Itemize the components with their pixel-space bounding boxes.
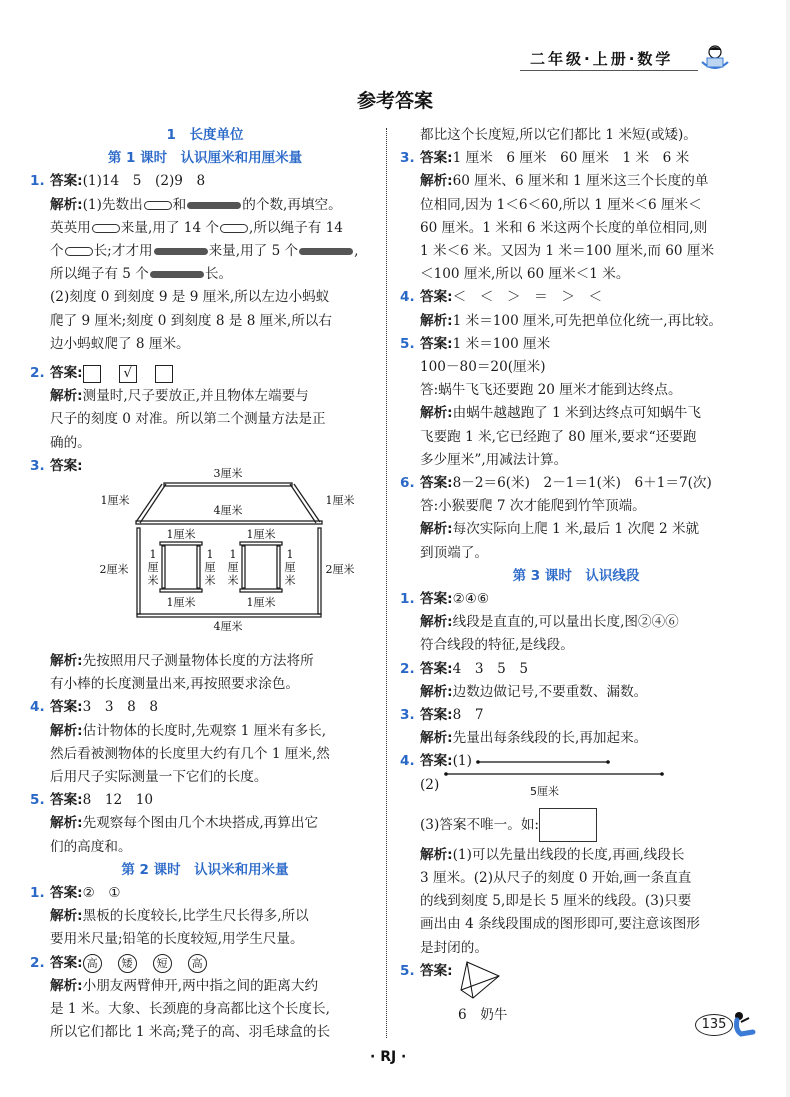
analysis-text: 符合线段的特征,是线段。 — [420, 637, 574, 654]
left-column — [30, 124, 380, 1045]
label-window-bottom: 1厘米 — [246, 596, 276, 610]
label-window-side: 米 — [284, 574, 296, 588]
analysis-text: 所以它们都比 1 米高;凳子的高、羽毛球盒的长 — [50, 1024, 331, 1041]
analysis-text: 黑板的长度较长,比学生尺长得多,所以 — [82, 908, 309, 925]
question-5 — [400, 333, 752, 472]
page-edge — [786, 0, 790, 1097]
analysis-text: 先观察每个图由几个木块搭成,再算出它 — [82, 815, 319, 832]
analysis-text: 的个数,再填空。 — [242, 196, 342, 213]
reading-child-icon — [698, 44, 732, 74]
answer-part: (1) — [452, 753, 472, 770]
answer-label: 答案: — [420, 335, 453, 352]
segment-5cm-figure — [420, 774, 752, 800]
answer-label: 答案: — [420, 591, 453, 608]
analysis-text: 由蜗牛越越跑了 1 米到达终点可知蜗牛飞 — [452, 405, 702, 422]
question-2 — [30, 362, 380, 455]
answer-label: 答案: — [50, 699, 83, 716]
label-window-side: 厘 — [204, 561, 216, 575]
analysis-text: 们的高度和。 — [50, 838, 132, 855]
analysis-text: (1)先数出 — [82, 196, 143, 213]
quadrilateral-diagonals-figure — [457, 960, 507, 1004]
analysis-text: 画出由 4 条线段围成的图形即可,要注意该图形 — [420, 916, 700, 933]
answer-label: 答案: — [50, 457, 83, 474]
analysis-label: 解析: — [50, 388, 83, 405]
analysis-text: 边小蚂蚁爬了 8 厘米。 — [50, 335, 190, 352]
answer-text: 8－2＝6(米) 2－1＝1(米) 6＋1＝7(次) — [452, 475, 712, 492]
lesson3-question-4 — [400, 750, 752, 959]
paperclip-icon — [144, 201, 172, 210]
question-number: 5. — [30, 792, 45, 809]
lesson2-question-1 — [30, 882, 380, 952]
question-number: 5. — [400, 962, 415, 979]
analysis-text: 英英用 — [50, 219, 91, 236]
answer-label: 答案: — [420, 660, 453, 677]
label-window-top: 1厘米 — [246, 528, 276, 542]
question-number: 3. — [30, 457, 45, 474]
analysis-label: 解析: — [50, 722, 83, 739]
label-roof-left: 1厘米 — [100, 494, 130, 508]
straw-icon — [150, 271, 204, 278]
label-window-side: 厘 — [284, 561, 296, 575]
lesson-title: 第 3 课时 认识线段 — [512, 567, 640, 584]
answer-text: 8 7 — [452, 707, 484, 724]
straw-icon — [299, 248, 353, 255]
analysis-text: 个 — [50, 243, 64, 260]
running-child-icon — [727, 1010, 759, 1042]
answer-part: (3)答案不唯一。如: — [420, 816, 539, 833]
header-rule — [520, 70, 698, 71]
label-base: 4厘米 — [213, 620, 243, 634]
analysis-label: 解析: — [420, 405, 453, 422]
right-column — [400, 124, 752, 1027]
question-4 — [400, 286, 752, 332]
analysis-text: 1 米＜6 米。又因为 1 米＝100 厘米,而 60 厘米 — [420, 243, 715, 260]
answer-label: 答案: — [420, 150, 453, 167]
question-number: 3. — [400, 707, 415, 724]
question-6 — [400, 472, 752, 565]
analysis-text: 长。 — [204, 266, 233, 283]
analysis-text: 测量时,尺子要放正,并且物体左端要与 — [82, 388, 309, 405]
circled-answer: 高 — [83, 954, 102, 973]
analysis-text: 后用尺子实际测量一下它们的长度。 — [50, 769, 268, 786]
lesson-title: 第 2 课时 认识米和用米量 — [121, 861, 289, 878]
question-5 — [30, 789, 380, 859]
answer-text: (1)14 5 (2)9 8 — [82, 173, 206, 190]
label-window-side: 1 — [149, 548, 157, 562]
analysis-text: 和 — [172, 196, 187, 213]
question-number: 2. — [30, 954, 45, 971]
analysis-text: , — [354, 243, 359, 260]
question-number: 1. — [400, 591, 415, 608]
question-number: 3. — [400, 150, 415, 167]
analysis-text: 来量,用了 14 个 — [120, 219, 220, 236]
label-window-side: 米 — [227, 574, 239, 588]
house-stick-diagram — [90, 467, 380, 650]
analysis-text: 爬了 9 厘米;刻度 0 到刻度 8 是 8 厘米,所以右 — [50, 312, 332, 329]
question-number: 5. — [400, 335, 415, 352]
lesson3-question-3 — [400, 704, 752, 750]
example-rectangle — [539, 808, 597, 842]
question-4 — [30, 696, 380, 789]
segment-length-label: 5厘米 — [530, 784, 559, 798]
analysis-text: 先按照用尺子测量物体长度的方法将所 — [82, 653, 314, 670]
question-number: 2. — [30, 365, 45, 382]
label-window-bottom: 1厘米 — [166, 596, 196, 610]
circled-answer: 短 — [153, 954, 172, 973]
label-window-top: 1厘米 — [166, 528, 196, 542]
page-title: 参考答案 — [356, 90, 433, 112]
analysis-text: 然后看被测物体的长度里大约有几个 1 厘米,然 — [50, 745, 330, 762]
analysis-label: 解析: — [420, 521, 453, 538]
analysis-text: 先量出每条线段的长,再加起来。 — [452, 730, 648, 747]
answer-label: 答案: — [420, 753, 453, 770]
analysis-text: 每次实际向上爬 1 米,最后 1 次爬 2 米就 — [452, 521, 700, 538]
paperclip-icon — [220, 224, 248, 233]
label-roof-right: 1厘米 — [325, 494, 355, 508]
analysis-label: 解析: — [50, 815, 83, 832]
analysis-text: 边数边做记号,不要重数、漏数。 — [452, 683, 648, 700]
analysis-text: ,所以绳子有 14 — [249, 219, 343, 236]
question-number: 1. — [30, 885, 45, 902]
question-3 — [30, 455, 380, 697]
answer-label: 答案: — [50, 792, 83, 809]
question-1 — [30, 170, 380, 356]
analysis-text: 估计物体的长度时,先观察 1 厘米有多长, — [82, 722, 327, 739]
analysis-text: 是封闭的。 — [420, 939, 488, 956]
answer-text: ＜ ＜ ＞ ＝ ＞ ＜ — [452, 289, 603, 306]
analysis-text: (1)可以先量出线段的长度,再画,线段长 — [452, 846, 685, 863]
analysis-text: 是 1 米。大象、长颈鹿的身高都比这个长度长, — [50, 1001, 330, 1018]
label-window-side: 厘 — [227, 561, 239, 575]
question-number: 6. — [400, 475, 415, 492]
running-title: 二年级·上册·数学 — [530, 50, 674, 68]
lesson3-question-2 — [400, 658, 752, 704]
running-header — [520, 44, 730, 72]
question-number: 4. — [400, 753, 415, 770]
label-roof-top: 3厘米 — [213, 467, 243, 481]
answer-text: ② ① — [82, 885, 121, 902]
question-3 — [400, 147, 752, 286]
answer-label: 答案: — [420, 475, 453, 492]
answer-label: 答案: — [50, 365, 83, 382]
answer-part: (2) — [420, 776, 440, 793]
page-number: 135 — [695, 1014, 733, 1036]
analysis-text: 长;才才用 — [93, 243, 153, 260]
analysis-text: 来量,用了 5 个 — [208, 243, 299, 260]
analysis-text: 的线到刻度 5,即是长 5 厘米的线段。(3)只要 — [420, 893, 692, 910]
answer-text: 8 12 10 — [82, 792, 154, 809]
label-window-side: 1 — [229, 548, 237, 562]
analysis-label: 解析: — [50, 196, 83, 213]
analysis-label: 解析: — [50, 908, 83, 925]
column-divider — [386, 128, 387, 1038]
continued-text — [400, 124, 752, 147]
analysis-label: 解析: — [420, 683, 453, 700]
answer-label: 答案: — [420, 707, 453, 724]
answer-label: 答案: — [50, 173, 83, 190]
straw-icon — [154, 248, 208, 255]
analysis-text: 都比这个长度短,所以它们都比 1 米短(或矮)。 — [420, 127, 697, 143]
answer-caption: 6 奶牛 — [458, 1006, 508, 1023]
analysis-text: 飞要跑 1 米,它已经跑了 80 厘米,要求“还要跑 — [420, 428, 697, 445]
label-window-side: 1 — [206, 548, 214, 562]
circled-answer: 矮 — [118, 954, 137, 973]
analysis-label: 解析: — [420, 173, 453, 190]
analysis-text: 线段是直直的,可以量出长度,图②④⑥ — [452, 614, 679, 631]
label-window-side: 米 — [147, 574, 159, 588]
answer-text: 3 3 8 8 — [82, 699, 159, 716]
analysis-text: 到顶端了。 — [420, 544, 488, 561]
straw-icon — [187, 202, 241, 209]
analysis-label: 解析: — [50, 977, 83, 994]
analysis-text: 确的。 — [50, 434, 91, 451]
analysis-text: 3 厘米。(2)从尺子的刻度 0 开始,画一条直直 — [420, 869, 692, 886]
label-window-side: 1 — [286, 548, 294, 562]
edition-mark: · RJ · — [370, 1049, 407, 1065]
paperclip-icon — [65, 247, 93, 256]
answer-text: ②④⑥ — [452, 591, 490, 608]
question-number: 1. — [30, 173, 45, 190]
circled-answer: 高 — [188, 954, 207, 973]
analysis-text: 位相同,因为 1＜6＜60,所以 1 厘米＜6 厘米＜ — [420, 196, 702, 213]
lesson-title: 第 1 课时 认识厘米和用厘米量 — [107, 150, 303, 167]
label-wall-right: 2厘米 — [325, 563, 355, 577]
unit-title: 1 长度单位 — [166, 127, 244, 143]
answer-checkbox-checked: √ — [119, 365, 137, 383]
label-window-side: 米 — [204, 574, 216, 588]
analysis-text: 60 厘米、6 厘米和 1 厘米这三个长度的单 — [452, 173, 709, 190]
analysis-text: 要用米尺量;铅笔的长度较短,用学生尺量。 — [50, 931, 304, 948]
analysis-text: 1 米＝100 厘米,可先把单位化统一,再比较。 — [452, 312, 723, 329]
lesson3-question-1 — [400, 588, 752, 658]
question-number: 2. — [400, 660, 415, 677]
answer-label: 答案: — [50, 885, 83, 902]
analysis-text: 有小棒的长度测量出来,再按照要求涂色。 — [50, 676, 300, 693]
answer-text: 1 厘米 6 厘米 60 厘米 1 米 6 米 — [452, 150, 690, 167]
answer-label: 答案: — [420, 289, 453, 306]
label-window-side: 厘 — [147, 561, 159, 575]
analysis-text: 所以绳子有 5 个 — [50, 266, 149, 283]
house-figure — [90, 460, 355, 634]
answer-text: 100－80＝20(厘米) — [420, 359, 546, 376]
analysis-label: 解析: — [420, 730, 453, 747]
analysis-label: 解析: — [50, 653, 83, 670]
answer-text: 答:小猴要爬 7 次才能爬到竹竿顶端。 — [420, 498, 646, 515]
question-number: 4. — [30, 699, 45, 716]
paperclip-icon — [92, 224, 120, 233]
analysis-text: 多少厘米”,用减法计算。 — [420, 451, 568, 468]
question-number: 4. — [400, 289, 415, 306]
answer-checkbox — [155, 365, 173, 383]
answer-checkbox — [83, 365, 101, 383]
answer-label: 答案: — [50, 954, 83, 971]
analysis-label: 解析: — [420, 614, 453, 631]
analysis-text: ＜100 厘米,所以 60 厘米＜1 米。 — [420, 266, 630, 283]
answer-label: 答案: — [420, 962, 453, 979]
analysis-label: 解析: — [420, 312, 453, 329]
analysis-text: (2)刻度 0 到刻度 9 是 9 厘米,所以左边小蚂蚁 — [50, 289, 330, 306]
label-wall-left: 2厘米 — [99, 563, 129, 577]
lesson2-question-2 — [30, 952, 380, 1045]
answer-text: 答:蜗牛飞飞还要跑 20 厘米才能到达终点。 — [420, 382, 682, 399]
page-number-badge — [695, 1014, 735, 1038]
answer-text: 4 3 5 5 — [452, 660, 529, 677]
analysis-text: 小朋友两臂伸开,两中指之间的距离大约 — [82, 977, 319, 994]
analysis-label: 解析: — [420, 846, 453, 863]
analysis-text: 尺子的刻度 0 对准。所以第二个测量方法是正 — [50, 411, 326, 428]
label-roof-base: 4厘米 — [213, 504, 243, 518]
analysis-text: 60 厘米。1 米和 6 米这两个长度的单位相同,则 — [420, 219, 708, 236]
answer-text: 1 米＝100 厘米 — [452, 335, 551, 352]
